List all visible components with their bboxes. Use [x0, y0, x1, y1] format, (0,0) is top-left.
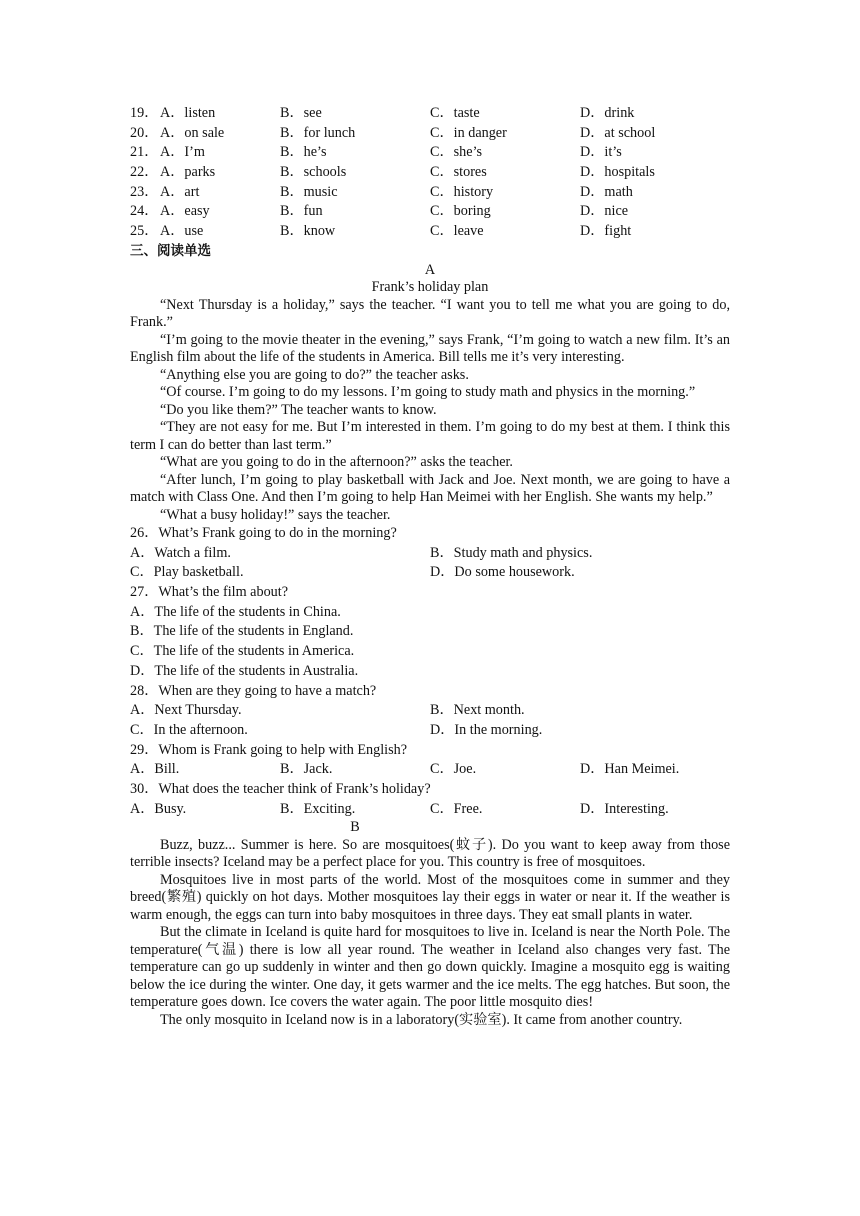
- option-d: D．Do some housework.: [430, 564, 575, 581]
- question-number: 23．: [130, 183, 159, 200]
- option-a: A．parks: [160, 164, 216, 181]
- option-b: B．schools: [280, 164, 347, 181]
- option-d: D．nice: [580, 203, 629, 220]
- option-c: C．boring: [430, 203, 491, 220]
- option-c: C．Joe.: [430, 761, 477, 778]
- question-30-options-row: [130, 800, 730, 820]
- option-c: C．Free.: [430, 800, 483, 817]
- passage-a-paragraph: “They are not easy for me. But I’m interested in them. I’m going to do my best at them. I think this term I can do better than last term.”: [130, 419, 730, 453]
- passage-b-paragraph: But the climate in Iceland is quite hard for mosquitoes to live in. Iceland is near the North Pole. The temperature(气温) there is low all year round. The weather in Iceland also changes very fast. The temperature can go up suddenly in winter and then go down quickly. Imagine a mosquito egg is waiting below the ice during the winter. One day, it gets warmer and the ice melts. The egg hatches. But soon, the temperature goes down. Ice covers the water again. The poor little mosquito dies!: [130, 924, 730, 1011]
- option-c: C．The life of the students in America.: [130, 643, 355, 660]
- question-27-stem: 27．What’s the film about?: [130, 584, 288, 601]
- option-c: C．In the afternoon.: [130, 721, 248, 738]
- question-number: 22．: [130, 164, 159, 181]
- option-row-20: [130, 124, 730, 144]
- option-a: A．on sale: [160, 124, 225, 141]
- option-b: B．he’s: [280, 144, 327, 161]
- question-26-options-row-2: [130, 563, 730, 583]
- question-number: 19．: [130, 105, 159, 121]
- option-a: A．art: [160, 183, 200, 200]
- passage-a-paragraph: “Of course. I’m going to do my lessons. I’m going to study math and physics in the morning.”: [160, 384, 696, 400]
- passage-a-paragraph: “Next Thursday is a holiday,” says the teacher. “I want you to tell me what you are going to do, Frank.”: [130, 296, 730, 330]
- option-b: B．Study math and physics.: [430, 544, 593, 561]
- passage-a-paragraph: “Anything else you are going to do?” the teacher asks.: [160, 366, 469, 383]
- option-row-23: [130, 183, 730, 203]
- option-a: A．Bill.: [130, 761, 180, 778]
- question-number: 24．: [130, 203, 159, 220]
- passage-b-paragraph: Buzz, buzz... Summer is here. So are mosquitoes(蚊子). Do you want to keep away from those terrible insects? Iceland may be a perfect place for you. This country is free of mosquitoes.: [130, 836, 730, 871]
- option-c: C．she’s: [430, 144, 483, 161]
- option-row-25: [130, 222, 730, 242]
- passage-b-letter: B: [350, 819, 360, 836]
- option-c: C．taste: [430, 105, 480, 121]
- option-b: B．see: [280, 105, 322, 121]
- option-a: A．I’m: [160, 144, 205, 161]
- passage-a-paragraph: “I’m going to the movie theater in the evening,” says Frank, “I’m going to watch a new film. It’s an English film about the life of the students in America. Bill tells me it’s very interesting.: [130, 331, 730, 365]
- option-c: C．Play basketball.: [130, 564, 244, 581]
- option-d: D．at school: [580, 124, 656, 141]
- option-row-19: [130, 104, 730, 124]
- question-30-stem: 30．What does the teacher think of Frank’s holiday?: [130, 780, 431, 797]
- option-a: A．Busy.: [130, 800, 187, 817]
- option-d: D．it’s: [580, 144, 622, 161]
- option-a: A．Next Thursday.: [130, 702, 242, 719]
- passage-a-letter: A: [424, 261, 436, 278]
- passage-a-paragraph: “Do you like them?” The teacher wants to know.: [160, 401, 437, 418]
- option-c: C．in danger: [430, 124, 507, 141]
- option-d: D．fight: [580, 223, 632, 240]
- passage-b-paragraph: The only mosquito in Iceland now is in a laboratory(实验室). It came from another country.: [160, 1011, 683, 1028]
- option-row-22: [130, 163, 730, 183]
- question-28-options-row-1: [130, 701, 730, 721]
- option-c: C．leave: [430, 223, 484, 240]
- option-a: A．listen: [160, 105, 216, 121]
- passage-b-paragraph: Mosquitoes live in most parts of the world. Most of the mosquitoes come in summer and they breed(繁殖) quickly on hot days. Mother mosquitoes lay their eggs in water or near it. If the weather is warm enough, the eggs can turn into baby mosquitoes in three days. They eat small plants in water.: [130, 871, 730, 923]
- question-28-stem: 28．When are they going to have a match?: [130, 682, 377, 699]
- option-d: D．In the morning.: [430, 721, 543, 738]
- question-number: 21．: [130, 144, 159, 161]
- option-row-24: [130, 202, 730, 222]
- option-d: D．drink: [580, 105, 635, 121]
- option-b: B．know: [280, 223, 336, 240]
- passage-a-paragraph: “After lunch, I’m going to play basketball with Jack and Joe. Next month, we are going to have a match with Class One. And then I’m going to help Han Meimei with her English. She wants my help.”: [130, 471, 730, 505]
- question-29-options-row: [130, 760, 730, 780]
- option-b: B．Exciting.: [280, 800, 356, 817]
- question-26-stem: 26．What’s Frank going to do in the morning?: [130, 525, 397, 541]
- option-b: B．Next month.: [430, 702, 525, 719]
- option-d: D．math: [580, 183, 633, 200]
- option-d: D．hospitals: [580, 164, 655, 181]
- section-title: 三、阅读单选: [130, 242, 211, 259]
- option-b: B．fun: [280, 203, 323, 220]
- option-c: C．stores: [430, 164, 487, 181]
- option-b: B．Jack.: [280, 761, 333, 778]
- option-d: D．Han Meimei.: [580, 761, 680, 778]
- question-29-stem: 29．Whom is Frank going to help with English?: [130, 741, 408, 758]
- option-a: A．The life of the students in China.: [130, 603, 341, 620]
- option-d: D．Interesting.: [580, 800, 669, 817]
- option-a: A．Watch a film.: [130, 544, 231, 561]
- option-a: A．easy: [160, 203, 210, 220]
- option-d: D．The life of the students in Australia.: [130, 662, 359, 679]
- passage-a-paragraph: “What are you going to do in the afternoon?” asks the teacher.: [160, 454, 513, 470]
- passage-a-paragraph: “What a busy holiday!” says the teacher.: [160, 506, 391, 523]
- option-b: B．The life of the students in England.: [130, 623, 354, 640]
- question-26-options-row-1: [130, 544, 730, 564]
- option-b: B．music: [280, 183, 338, 200]
- question-28-options-row-2: [130, 721, 730, 741]
- option-a: A．use: [160, 223, 204, 240]
- question-number: 25．: [130, 223, 159, 240]
- passage-a-title: Frank’s holiday plan: [371, 279, 489, 295]
- question-number: 20．: [130, 124, 159, 141]
- option-row-21: [130, 143, 730, 163]
- option-c: C．history: [430, 183, 494, 200]
- document-page: [130, 104, 730, 1029]
- option-b: B．for lunch: [280, 124, 356, 141]
